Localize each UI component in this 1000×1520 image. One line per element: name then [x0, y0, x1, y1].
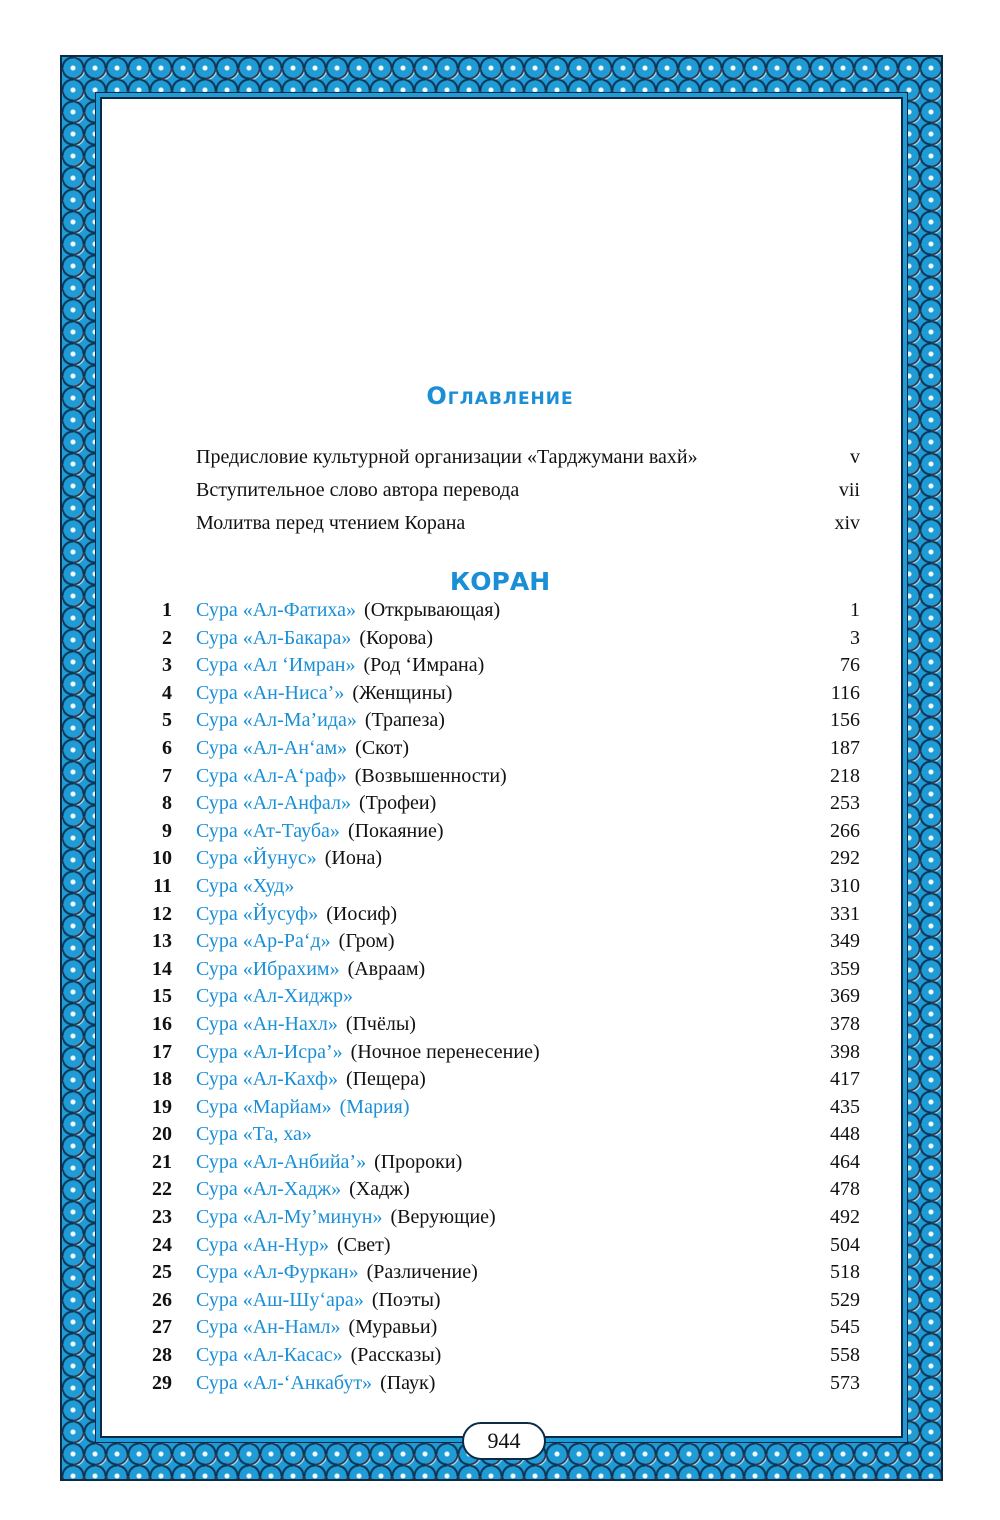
sura-page: 417	[830, 1068, 860, 1091]
sura-number: 2	[162, 626, 172, 649]
sura-page: 492	[830, 1206, 860, 1229]
sura-name: Сура «Ал-Фатиха»	[196, 599, 357, 621]
sura-row[interactable]	[140, 792, 860, 820]
sura-translation: (Пророки)	[374, 1150, 463, 1173]
sura-number: 13	[152, 930, 172, 953]
sura-name: Сура «Ал ‘Имран»	[196, 654, 356, 677]
sura-page: 187	[830, 736, 860, 759]
sura-translation: (Авраам)	[347, 957, 426, 980]
sura-page: 116	[830, 681, 860, 704]
sura-row[interactable]	[140, 599, 860, 627]
sura-row[interactable]	[140, 958, 860, 986]
sura-row[interactable]	[140, 1234, 860, 1262]
sura-translation: (Иосиф)	[326, 902, 398, 925]
sura-row[interactable]	[140, 1316, 860, 1344]
sura-page: 529	[830, 1288, 860, 1311]
sura-number: 16	[152, 1012, 172, 1035]
sura-name: Сура «Та, ха»	[196, 1123, 312, 1146]
sura-row[interactable]	[140, 737, 860, 765]
sura-name: Сура «Ал-Ма’ида»	[196, 709, 357, 732]
sura-row[interactable]	[140, 1123, 860, 1151]
sura-number: 5	[162, 709, 172, 732]
sura-page: 292	[830, 847, 860, 870]
front-matter-item[interactable]	[196, 479, 860, 512]
front-matter-list	[196, 446, 860, 545]
sura-name: Сура «Ал-Анбийа’»	[196, 1150, 367, 1173]
sura-number: 12	[152, 902, 172, 925]
sura-name: Сура «Ал-Исра’»	[196, 1040, 343, 1063]
sura-page: 573	[830, 1371, 860, 1394]
sura-translation: (Верующие)	[390, 1206, 496, 1229]
sura-translation: (Гром)	[338, 930, 395, 953]
sura-row[interactable]	[140, 1289, 860, 1317]
section-title: КОРАН	[449, 567, 551, 596]
sura-page: 378	[830, 1012, 860, 1035]
sura-name: Сура «Йусуф»	[196, 902, 319, 925]
sura-page: 156	[830, 709, 860, 732]
sura-translation: (Пчёлы)	[345, 1012, 416, 1035]
front-matter-page: v	[850, 446, 860, 468]
sura-translation: (Различение)	[366, 1261, 478, 1284]
sura-page: 218	[830, 764, 860, 787]
sura-number: 17	[152, 1040, 172, 1063]
sura-number: 21	[152, 1150, 172, 1173]
sura-translation: (Трапеза)	[364, 709, 445, 732]
sura-translation: (Род ‘Имрана)	[363, 654, 485, 677]
sura-translation: (Хадж)	[349, 1178, 410, 1201]
sura-name: Сура «Ал-Анфал»	[196, 792, 351, 815]
sura-row[interactable]	[140, 1372, 860, 1400]
sura-number: 3	[162, 654, 172, 677]
sura-row[interactable]	[140, 985, 860, 1013]
front-matter-item[interactable]	[196, 512, 860, 545]
sura-name: Сура «Ал-Бакара»	[196, 626, 352, 649]
sura-row[interactable]	[140, 1041, 860, 1069]
sura-row[interactable]	[140, 1151, 860, 1179]
sura-translation: (Свет)	[336, 1233, 391, 1256]
sura-name: Сура «Ан-Намл»	[196, 1316, 341, 1339]
sura-translation: (Иона)	[324, 847, 383, 870]
sura-translation: (Трофеи)	[358, 792, 437, 815]
sura-number: 18	[152, 1068, 172, 1091]
front-matter-page: xiv	[834, 512, 860, 534]
sura-page: 435	[830, 1095, 860, 1118]
sura-name: Сура «Ал-‘Анкабут»	[196, 1371, 373, 1394]
sura-row[interactable]	[140, 765, 860, 793]
sura-row[interactable]	[140, 820, 860, 848]
sura-row[interactable]	[140, 654, 860, 682]
sura-number: 10	[152, 847, 172, 870]
sura-name: Сура «Ал-А‘раф»	[196, 764, 347, 787]
sura-name: Сура «Аш-Шу‘ара»	[196, 1288, 364, 1311]
sura-row[interactable]	[140, 1344, 860, 1372]
sura-number: 6	[162, 736, 172, 759]
sura-row[interactable]	[140, 1261, 860, 1289]
sura-translation: (Открывающая)	[364, 599, 501, 621]
sura-number: 29	[152, 1371, 172, 1394]
front-matter-title: Молитва перед чтением Корана	[196, 512, 466, 534]
sura-number: 28	[152, 1344, 172, 1367]
sura-name: Сура «Ал-Кахф»	[196, 1068, 338, 1091]
sura-page: 518	[830, 1261, 860, 1284]
sura-translation: (Женщины)	[352, 681, 453, 704]
sura-page: 545	[830, 1316, 860, 1339]
page-number: 944	[462, 1422, 546, 1460]
sura-number: 1	[162, 599, 172, 621]
sura-name: Сура «Ал-Ан‘ам»	[196, 736, 348, 759]
sura-name: Сура «Ат-Тауба»	[196, 819, 340, 842]
sura-translation: (Корова)	[359, 626, 434, 649]
sura-name: Сура «Йунус»	[196, 847, 317, 870]
sura-row[interactable]	[140, 1068, 860, 1096]
sura-name: Сура «Ар-Ра‘д»	[196, 930, 331, 953]
sura-number: 14	[152, 957, 172, 980]
sura-name: Сура «Ал-Хадж»	[196, 1178, 342, 1201]
sura-translation: (Возвышенности)	[354, 764, 507, 787]
sura-page: 331	[830, 902, 860, 925]
sura-list	[140, 599, 860, 1399]
sura-row[interactable]	[140, 1013, 860, 1041]
sura-name: Сура «Ал-Му’минун»	[196, 1206, 383, 1229]
sura-translation: (Скот)	[355, 736, 409, 759]
sura-number: 24	[152, 1233, 172, 1256]
sura-page: 398	[830, 1040, 860, 1063]
sura-row[interactable]	[140, 682, 860, 710]
sura-page: 558	[830, 1344, 860, 1367]
sura-name: Сура «Ал-Хиджр»	[196, 985, 353, 1008]
sura-row[interactable]	[140, 875, 860, 903]
sura-page: 1	[850, 599, 860, 621]
sura-name: Сура «Ан-Нур»	[196, 1233, 329, 1256]
sura-name: Сура «Ибрахим»	[196, 957, 340, 980]
sura-number: 4	[162, 681, 172, 704]
sura-page: 359	[830, 957, 860, 980]
front-matter-item[interactable]	[196, 446, 860, 479]
sura-number: 26	[152, 1288, 172, 1311]
front-matter-title: Предисловие культурной организации «Тарджумани вахй»	[196, 446, 698, 468]
sura-translation: (Паук)	[380, 1371, 436, 1394]
sura-number: 9	[162, 819, 172, 842]
toc-title: Оглавление	[426, 382, 574, 410]
sura-number: 11	[153, 874, 172, 897]
sura-number: 19	[152, 1095, 172, 1118]
sura-number: 25	[152, 1261, 172, 1284]
sura-name: Сура «Марйам»	[196, 1095, 332, 1118]
sura-name: Сура «Худ»	[196, 874, 295, 897]
sura-number: 8	[162, 792, 172, 815]
sura-page: 3	[850, 626, 860, 649]
sura-page: 369	[830, 985, 860, 1008]
sura-page: 448	[830, 1123, 860, 1146]
sura-row[interactable]	[140, 903, 860, 931]
sura-translation: (Пещера)	[345, 1068, 426, 1091]
sura-translation: (Ночное перенесение)	[350, 1040, 540, 1063]
sura-row[interactable]	[140, 847, 860, 875]
sura-number: 20	[152, 1123, 172, 1146]
sura-translation: (Рассказы)	[350, 1344, 442, 1367]
sura-page: 76	[840, 654, 860, 677]
sura-page: 310	[830, 874, 860, 897]
sura-name: Сура «Ал-Фуркан»	[196, 1261, 359, 1284]
sura-row[interactable]	[140, 709, 860, 737]
sura-row[interactable]	[140, 1206, 860, 1234]
sura-translation: (Покаяние)	[347, 819, 444, 842]
sura-row[interactable]	[140, 1096, 860, 1124]
sura-name: Сура «Ан-Ниса’»	[196, 681, 345, 704]
sura-number: 7	[162, 764, 172, 787]
front-matter-title: Вступительное слово автора перевода	[196, 479, 520, 501]
sura-translation: (Поэты)	[371, 1288, 441, 1311]
sura-page: 253	[830, 792, 860, 815]
sura-translation: (Мария)	[339, 1095, 410, 1118]
sura-page: 464	[830, 1150, 860, 1173]
sura-page: 504	[830, 1233, 860, 1256]
sura-name: Сура «Ан-Нахл»	[196, 1012, 338, 1035]
sura-name: Сура «Ал-Касас»	[196, 1344, 343, 1367]
sura-row[interactable]	[140, 627, 860, 655]
sura-page: 478	[830, 1178, 860, 1201]
front-matter-page: vii	[838, 479, 860, 501]
sura-number: 15	[152, 985, 172, 1008]
sura-number: 27	[152, 1316, 172, 1339]
sura-row[interactable]	[140, 1178, 860, 1206]
sura-number: 22	[152, 1178, 172, 1201]
sura-page: 266	[830, 819, 860, 842]
sura-number: 23	[152, 1206, 172, 1229]
sura-translation: (Муравьи)	[348, 1316, 438, 1339]
sura-page: 349	[830, 930, 860, 953]
sura-row[interactable]	[140, 930, 860, 958]
